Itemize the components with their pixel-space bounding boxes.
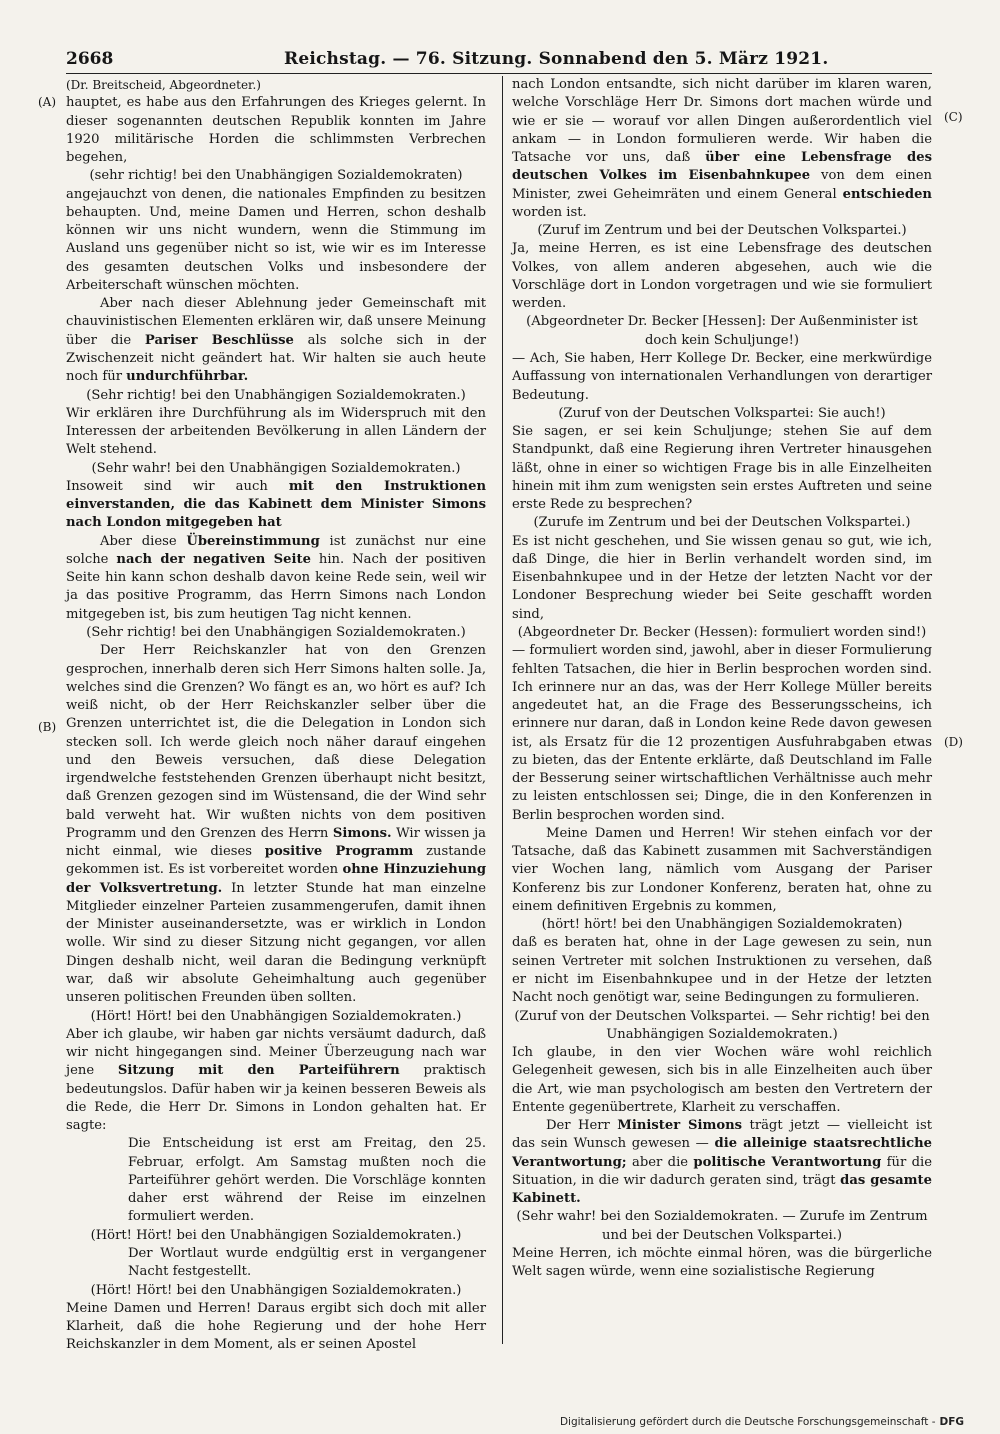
interjection: (sehr richtig! bei den Unabhängigen Sozialdemokraten) [89,168,463,184]
paragraph: Meine Damen und Herren! Wir stehen einfach vor der Tatsache, daß das Kabinett zusammen mit Sachverständigen vier Wochen lang, nämlich vom Ausgang der Pariser Konferenz bis zur Londoner Konferenz, beraten hat, ohne zu einem definitiven Ergebnis zu kommen, [512,825,932,914]
page-number: 2668 [66,49,114,69]
interjection: (Sehr richtig! bei den Unabhängigen Sozialdemokraten.) [86,624,466,640]
paragraph: nach London entsandte, sich nicht darüber im klaren waren, welche Vorschläge Herr Dr. Simons dort machen würde und wie er sie — worauf vor allen Dingen außerordentlich viel ankam — in London formulieren werde. Wir haben die Tatsache vor uns, daß über eine Lebensfrage des deutschen Volkes im Eisenbahnkupee von dem einen Minister, zwei Geheimräten und einem General entschieden worden ist. [512,77,932,220]
interjection: (hört! hört! bei den Unabhängigen Sozialdemokraten) [541,917,903,933]
interjection: (Hört! Hört! bei den Unabhängigen Sozialdemokraten.) [90,1282,462,1298]
column-rule [502,76,503,1344]
interjection: (Zurufe im Zentrum und bei der Deutschen Volkspartei.) [533,515,911,531]
interjection: (Abgeordneter Dr. Becker (Hessen): formuliert worden sind!) [517,624,927,640]
speaker-line: (Dr. Breitscheid, Abgeordneter.) [66,78,261,92]
page-header [66,47,932,74]
quotation: Der Wortlaut wurde endgültig erst in vergangener Nacht festgestellt. [128,1246,486,1280]
paragraph: Aber ich glaube, wir haben gar nichts versäumt dadurch, daß wir nicht hingegangen sind. Meiner Überzeugung nach war jene Sitzung mit den Parteiführern praktisch bedeutungslos. Dafür haben wir ja keinen besseren Beweis als die Rede, die Herr Dr. Simons in London gehalten hat. Er sagte: [66,1026,487,1134]
paragraph: Aber diese Übereinstimmung ist zunächst nur eine solche nach der negativen Seite hin. Nach der positiven Seite hin kann schon deshalb davon keine Rede sein, weil wir ja das positive Programm, das Herrn Simons nach London mitgegeben ist, bis zum heutigen Tag nicht kennen. [66,533,486,622]
interjection: (Zuruf von der Deutschen Volkspartei. — Sehr richtig! bei den Unabhängigen Sozialdemokraten.) [514,1008,930,1042]
paragraph: — formuliert worden sind, jawohl, aber in dieser Formulierung fehlten Tatsachen, die hier in Berlin besprochen worden sind. Ich erinnere nur an das, was der Herr Kollege Müller bereits angedeutet hat, an die Frage des Besserungsscheins, ich erinnere nur daran, daß in London keine Rede davon gewesen ist, als Ersatz für die 12 prozentigen Ausfuhrabgaben etwas zu bieten, das der Entente erklärte, daß Deutschland im Falle der Besserung seiner wirtschaftlichen Verhältnisse auch mehr zu leisten entschlossen sei; Dinge, die in den Konferenzen in Berlin besprochen worden sind. [512,643,932,823]
margin-mark-a: (A) [38,95,57,109]
credit-text: Digitalisierung gefördert durch die Deutsche Forschungsgemeinschaft - [559,1416,936,1428]
paragraph: Ich glaube, in den vier Wochen wäre wohl reichlich Gelegenheit gewesen, sich bis in alle Einzelheiten auch über die Art, wie man psychologisch am besten den Vertretern der Entente gegenübertrete, Klarheit zu verschaffen. [512,1045,932,1115]
paragraph: daß es beraten hat, ohne in der Lage gewesen zu sein, nun seinen Vertreter mit solchen Instruktionen zu versehen, daß er nicht im Eisenbahnkupee und in der Hetze der letzten Nacht noch genötigt war, seine Bedingungen zu formulieren. [512,935,932,1006]
digitization-credit [560,1416,964,1428]
paragraph: Meine Damen und Herren! Daraus ergibt sich doch mit aller Klarheit, daß die hohe Regierung und der hohe Herr Reichskanzler in dem Moment, als er seinen Apostel [66,1300,486,1353]
right-column [512,76,932,1282]
paragraph: Der Herr Reichskanzler hat von den Grenzen gesprochen, innerhalb deren sich Herr Simons halten solle. Ja, welches sind die Grenzen? Wo fängt es an, wo hört es auf? Ich weiß nicht, ob der Herr Reichskanzler selber über die Grenzen unterrichtet ist, die die Delegation in London sich stecken soll. Ich werde gleich noch näher darauf eingehen und den Beweis versuchen, daß diese Delegation irgendwelche feststehenden Grenzen überhaupt nicht besitzt, daß Grenzen gezogen sind im Wüstensand, die der Wind sehr bald verweht hat. Wir wußten nichts von dem positiven Programm und den Grenzen des Herrn Simons. Wir wissen ja nicht einmal, wie dieses positive Programm zustande gekommen ist. Es ist vorbereitet worden ohne Hinzuziehung der Volksvertretung. In letzter Stunde hat man einzelne Mitglieder einzelner Parteien zusammengerufen, damit ihnen der Minister auseinandersetzte, was er wirklich in London wolle. Wir sind zu dieser Sitzung nicht gegangen, vor allen Dingen deshalb nicht, weil daran die Bedingung verknüpft war, daß wir absolute Geheimhaltung auch gegenüber unseren politischen Freunden üben sollten. [66,643,487,1006]
paragraph: Wir erklären ihre Durchführung als im Widerspruch mit den Interessen der arbeitenden Bevölkerung in allen Ländern der Welt stehend. [66,405,486,458]
interjection: (Sehr richtig! bei den Unabhängigen Sozialdemokraten.) [86,387,466,403]
paragraph: Sie sagen, er sei kein Schuljunge; stehen Sie auf dem Standpunkt, daß eine Regierung ihren Vertreter hinausgehen läßt, ohne in einer so wichtigen Frage bis in alle Einzelheiten hinein mit ihm zum wenigsten sein erstes Auftreten und seine erste Rede zu besprechen? [512,424,932,513]
paragraph: — Ach, Sie haben, Herr Kollege Dr. Becker, eine merkwürdige Auffassung von internationalen Verhandlungen von derartiger Bedeutung. [512,350,932,403]
quotation: Die Entscheidung ist erst am Freitag, den 25. Februar, erfolgt. Am Samstag mußten noch die Parteiführer gehört werden. Die Vorschläge konnten daher erst während der Reise im einzelnen formuliert werden. [128,1136,486,1225]
paragraph: Aber nach dieser Ablehnung jeder Gemeinschaft mit chauvinistischen Elementen erklären wir, daß unsere Meinung über die Pariser Beschlüsse als solche sich in der Zwischenzeit nicht geändert hat. Wir halten sie auch heute noch für undurchführbar. [66,296,487,385]
paragraph: Es ist nicht geschehen, und Sie wissen genau so gut, wie ich, daß Dinge, die hier in Berlin verhandelt worden sind, im Eisenbahnkupee und in der Hetze der letzten Nacht vor der Londoner Besprechung wieder bei Seite geschafft worden sind, [512,533,932,622]
interjection: (Hört! Hört! bei den Unabhängigen Sozialdemokraten.) [90,1008,462,1024]
dfg-logo: DFG [939,1416,964,1428]
paragraph: Insoweit sind wir auch mit den Instruktionen einverstanden, die das Kabinett dem Minister Simons nach London mitgegeben hat [66,478,486,531]
margin-mark-c: (C) [944,110,963,124]
paragraph: Ja, meine Herren, es ist eine Lebensfrage des deutschen Volkes, von allem anderen abgesehen, auch wie die Vorschläge dort in London vorgetragen und wie sie formuliert werden. [512,241,932,312]
left-column [66,76,486,1355]
running-title: Reichstag. — 76. Sitzung. Sonnabend den 5. März 1921. [284,49,829,69]
paragraph: Der Herr Minister Simons trägt jetzt — vielleicht ist das sein Wunsch gewesen — die alleinige staatsrechtliche Verantwortung; aber die politische Verantwortung für die Situation, in die wir dadurch geraten sind, trägt das gesamte Kabinett. [512,1118,933,1207]
interjection: (Zuruf von der Deutschen Volkspartei: Sie auch!) [558,405,886,421]
interjection: (Sehr wahr! bei den Unabhängigen Sozialdemokraten.) [91,460,461,476]
interjection: (Sehr wahr! bei den Sozialdemokraten. — Zurufe im Zentrum und bei der Deutschen Volkspartei.) [516,1209,928,1243]
margin-mark-d: (D) [944,735,963,749]
paragraph: hauptet, es habe aus den Erfahrungen des Krieges gelernt. In dieser sogenannten deutschen Republik konnten im Jahre 1920 militärische Horden die schlimmsten Verbrechen begehen, [66,95,486,166]
margin-mark-b: (B) [38,720,57,734]
interjection: (Abgeordneter Dr. Becker [Hessen]: Der Außenminister ist doch kein Schuljunge!) [526,314,918,348]
paragraph: Meine Herren, ich möchte einmal hören, was die bürgerliche Welt sagen würde, wenn eine sozialistische Regierung [512,1246,932,1280]
interjection: (Hört! Hört! bei den Unabhängigen Sozialdemokraten.) [90,1227,462,1243]
paragraph: angejauchzt von denen, die nationales Empfinden zu besitzen behaupten. Und, meine Damen und Herren, schon deshalb können wir uns nicht wundern, wenn die Stimmung im Ausland uns gegenüber nicht so ist, wie wir es im Interesse des gesamten deutschen Volks und insbesondere der Arbeiterschaft wünschen möchten. [66,186,486,293]
interjection: (Zuruf im Zentrum und bei der Deutschen Volkspartei.) [537,223,907,239]
